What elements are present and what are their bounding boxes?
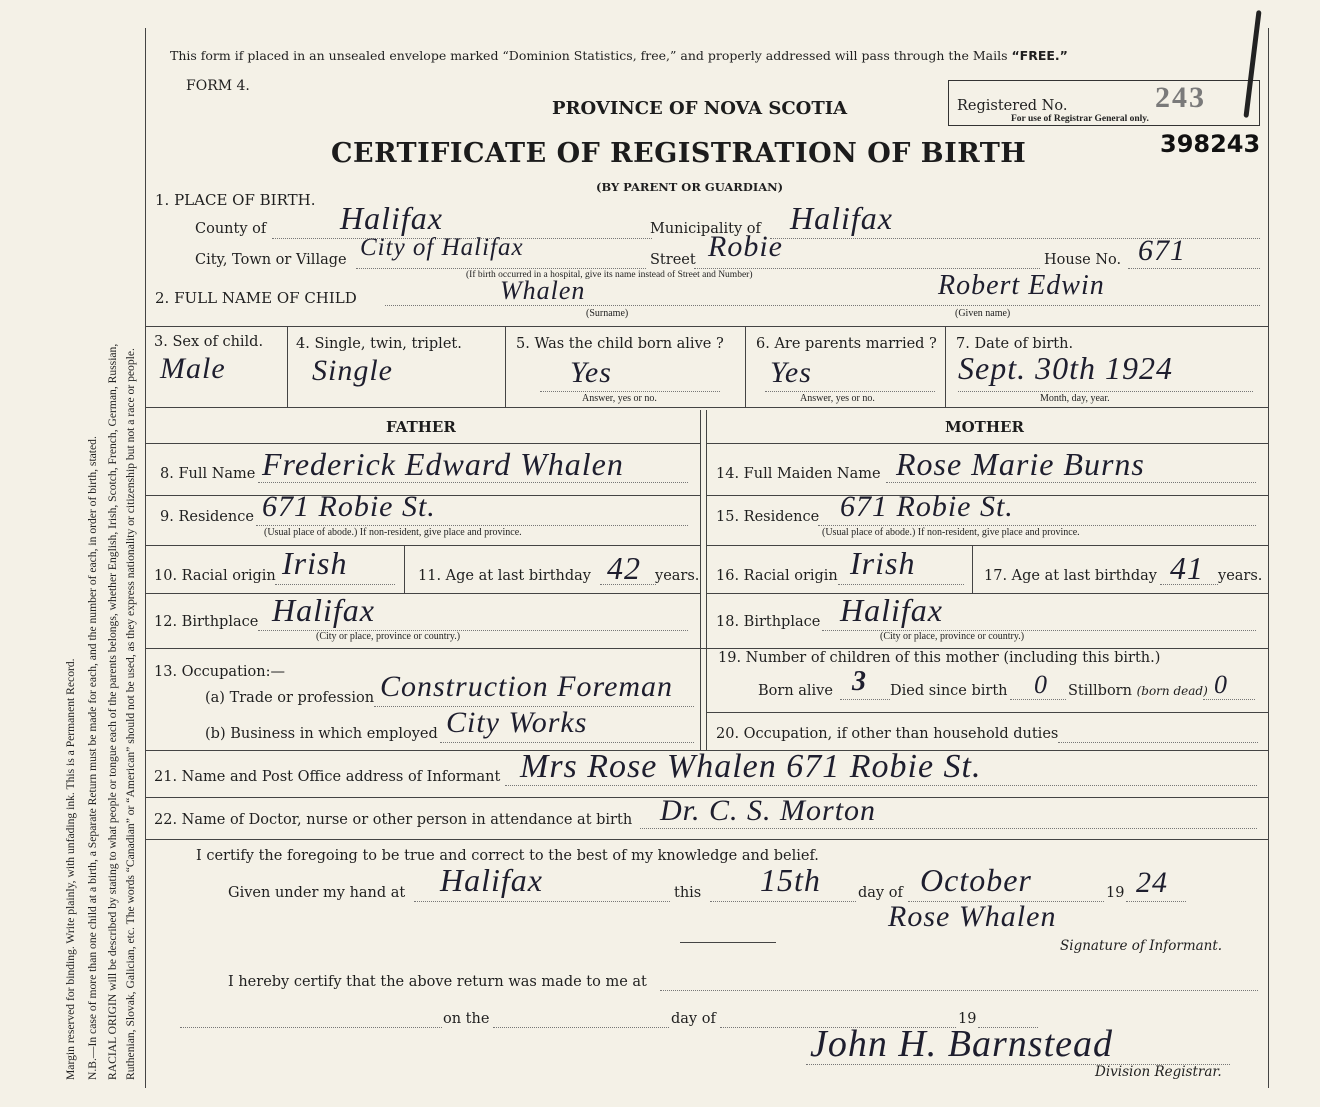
- father-age-label: 11. Age at last birthday: [418, 568, 591, 584]
- mother-birthplace-label: 18. Birthplace: [716, 614, 821, 630]
- father-age-suffix: years.: [655, 568, 700, 584]
- margin-note-racial-origin: RACIAL ORIGIN will be described by stating to what people or tongue each of the parents belongs, whether English, Irish, Scotch, French, German, Russian,: [106, 343, 119, 1080]
- registrar-statement: I hereby certify that the above return was made to me at: [228, 974, 647, 990]
- father-birthplace-caption: (City or place, province or country.): [316, 631, 461, 642]
- mother-children-label: 19. Number of children of this mother (including this birth.): [718, 650, 1161, 666]
- mail-notice-text: This form if placed in an unsealed envelope marked “Dominion Statistics, free,” and properly addressed will pass through the Mails: [170, 48, 1012, 63]
- divider-father-racial: [145, 593, 700, 594]
- stamp-number: 398243: [1160, 130, 1261, 158]
- father-heading: FATHER: [386, 418, 456, 436]
- informant-signature-caption: Signature of Informant.: [1060, 938, 1223, 954]
- city-value: City of Halifax: [360, 234, 524, 261]
- mail-notice: [170, 48, 1068, 63]
- mother-name-value: Rose Marie Burns: [896, 446, 1145, 482]
- divider-father-age: [404, 545, 405, 593]
- father-residence-value: 671 Robie St.: [262, 490, 436, 523]
- father-residence-caption: (Usual place of abode.) If non-resident, give place and province.: [264, 527, 522, 538]
- died-since-birth-label: Died since birth: [890, 683, 1008, 699]
- father-birthplace-value: Halifax: [272, 592, 375, 628]
- mother-residence-value: 671 Robie St.: [840, 490, 1014, 523]
- parents-married-caption: Answer, yes or no.: [800, 393, 875, 404]
- born-alive-value: Yes: [570, 356, 612, 389]
- margin-note-multiple-births: N.B.—In case of more than one child at a birth, a Separate Return must be made for each, and the number of each, in order of birth, stated.: [86, 436, 99, 1080]
- city-line: [356, 268, 646, 269]
- day-of-label: day of: [858, 885, 903, 901]
- registrar-on-the-label: on the: [443, 1011, 490, 1027]
- given-under-hand-label: Given under my hand at: [228, 885, 406, 901]
- registrar-caption: Division Registrar.: [1095, 1064, 1222, 1080]
- county-value: Halifax: [340, 200, 443, 236]
- date-of-birth-line: [958, 391, 1253, 392]
- city-label: City, Town or Village: [195, 252, 347, 268]
- divider-plurality: [505, 326, 506, 407]
- mother-occupation-label: 20. Occupation, if other than household duties: [716, 726, 1059, 742]
- hospital-note: (If birth occurred in a hospital, give its name instead of Street and Number): [466, 270, 753, 280]
- child-surname-value: Whalen: [500, 276, 586, 305]
- father-business-label: (b) Business in which employed: [205, 726, 438, 742]
- born-alive-count-line: [840, 699, 890, 700]
- mother-racial-origin-value: Irish: [850, 545, 916, 581]
- divider-alive: [745, 326, 746, 407]
- province-heading: PROVINCE OF NOVA SCOTIA: [552, 98, 848, 119]
- mother-racial-origin-label: 16. Racial origin: [716, 568, 838, 584]
- stillborn-label: [1068, 683, 1208, 699]
- date-of-birth-label: 7. Date of birth.: [956, 336, 1074, 352]
- sex-value: Male: [160, 352, 226, 385]
- father-business-line: [440, 742, 694, 743]
- registered-number-box: [948, 80, 1260, 126]
- father-racial-origin-line: [275, 584, 395, 585]
- registrar-year-prefix: 19: [958, 1011, 977, 1027]
- house-number-label: House No.: [1044, 252, 1122, 268]
- child-given-name-caption: (Given name): [955, 308, 1011, 319]
- divider-father-heading: [145, 443, 700, 444]
- father-age-value: 42: [607, 550, 641, 586]
- registrar-place-line: [660, 990, 1258, 991]
- father-trade-value: Construction Foreman: [380, 670, 674, 703]
- registrar-day-line: [493, 1027, 669, 1028]
- frame-right-border: [1268, 28, 1269, 1088]
- registrar-prefix-line: [180, 1027, 442, 1028]
- father-name-value: Frederick Edward Whalen: [262, 446, 624, 482]
- doctor-value: Dr. C. S. Morton: [660, 794, 877, 827]
- died-since-birth-value: 0: [1034, 670, 1048, 699]
- divider-married: [945, 326, 946, 407]
- day-value: 15th: [760, 862, 821, 898]
- certification-statement: I certify the foregoing to be true and correct to the best of my knowledge and belief.: [196, 848, 819, 864]
- year-line: [1126, 901, 1186, 902]
- month-value: October: [920, 862, 1032, 898]
- divider-mother-age: [972, 545, 973, 593]
- place-of-birth-label: 1. PLACE OF BIRTH.: [155, 191, 316, 209]
- certificate-title: CERTIFICATE OF REGISTRATION OF BIRTH: [331, 138, 1027, 169]
- this-label: this: [674, 885, 702, 901]
- divider-birthplace: [145, 648, 1268, 649]
- father-business-value: City Works: [446, 706, 588, 739]
- stillborn-label-text: Stillborn: [1068, 683, 1132, 699]
- municipality-value: Halifax: [790, 200, 893, 236]
- divider-mother-heading: [706, 443, 1268, 444]
- child-name-label: 2. FULL NAME OF CHILD: [155, 289, 357, 307]
- divider-mother-racial: [706, 593, 1268, 594]
- father-residence-line: [256, 525, 688, 526]
- year-value: 24: [1136, 866, 1168, 899]
- divider-sex: [287, 326, 288, 407]
- child-surname-caption: (Surname): [586, 308, 629, 319]
- born-alive-line: [540, 391, 720, 392]
- father-racial-origin-value: Irish: [282, 545, 348, 581]
- father-residence-label: 9. Residence: [160, 509, 254, 525]
- registrar-day-of-label: day of: [671, 1011, 716, 1027]
- margin-note-racial-origin-cont: Ruthenian, Slovak, Galician, etc. The words “Canadian” or “American” should not be used, as they express nationality or citizenship but not a race or people.: [124, 348, 137, 1080]
- margin-note-binding: Margin reserved for binding. Write plainly, with unfading ink. This is a Permanent Record.: [64, 658, 77, 1080]
- mother-residence-line: [818, 525, 1256, 526]
- mother-racial-origin-line: [838, 584, 964, 585]
- county-label: County of: [195, 221, 267, 237]
- house-number-value: 671: [1138, 234, 1186, 267]
- parents-married-label: 6. Are parents married ?: [756, 336, 937, 352]
- mother-birthplace-value: Halifax: [840, 592, 943, 628]
- registrar-general-note: For use of Registrar General only.: [1011, 114, 1149, 124]
- mother-age-label: 17. Age at last birthday: [984, 568, 1157, 584]
- divider-father-mother-a: [700, 410, 701, 750]
- mail-notice-free: “FREE.”: [1011, 48, 1068, 63]
- registered-number-value: 243: [1155, 81, 1206, 114]
- mother-age-suffix: years.: [1218, 568, 1263, 584]
- plurality-value: Single: [312, 354, 393, 387]
- informant-value: Mrs Rose Whalen 671 Robie St.: [520, 748, 982, 785]
- informant-signature: Rose Whalen: [888, 900, 1057, 933]
- mother-residence-caption: (Usual place of abode.) If non-resident, give place and province.: [822, 527, 1080, 538]
- street-label: Street: [650, 252, 696, 268]
- street-value: Robie: [708, 230, 783, 263]
- divider-row-details-bottom: [145, 407, 1268, 408]
- divider-doctor-bottom: [145, 839, 1268, 840]
- divider-row-details-top: [145, 326, 1268, 327]
- sex-label: 3. Sex of child.: [154, 334, 264, 350]
- born-alive-count-value: 3: [852, 666, 867, 697]
- doctor-label: 22. Name of Doctor, nurse or other person in attendance at birth: [154, 812, 633, 828]
- mother-age-value: 41: [1170, 550, 1204, 586]
- given-place-value: Halifax: [440, 862, 543, 898]
- child-given-name-value: Robert Edwin: [938, 270, 1105, 301]
- given-place-line: [414, 901, 670, 902]
- divider-father-mother-b: [706, 410, 707, 750]
- day-line: [710, 901, 856, 902]
- doctor-line: [640, 828, 1257, 829]
- divider-father-residence: [145, 545, 700, 546]
- stillborn-note: (born dead): [1136, 684, 1208, 698]
- form-number: FORM 4.: [186, 78, 250, 94]
- divider-mother-children: [706, 712, 1268, 713]
- street-line: [694, 268, 1040, 269]
- date-of-birth-caption: Month, day, year.: [1040, 393, 1110, 404]
- born-alive-caption: Answer, yes or no.: [582, 393, 657, 404]
- mother-name-label: 14. Full Maiden Name: [716, 466, 881, 482]
- born-alive-label: 5. Was the child born alive ?: [516, 336, 724, 352]
- mother-residence-label: 15. Residence: [716, 509, 820, 525]
- father-birthplace-label: 12. Birthplace: [154, 614, 259, 630]
- year-prefix: 19: [1106, 885, 1125, 901]
- stillborn-line: [1203, 699, 1255, 700]
- plurality-label: 4. Single, twin, triplet.: [296, 336, 462, 352]
- father-trade-label: (a) Trade or profession: [205, 690, 375, 706]
- short-rule: [680, 942, 776, 943]
- mother-birthplace-caption: (City or place, province or country.): [880, 631, 1025, 642]
- date-of-birth-value: Sept. 30th 1924: [958, 350, 1173, 386]
- mother-heading: MOTHER: [945, 418, 1024, 436]
- parents-married-line: [765, 391, 935, 392]
- frame-left-border: [145, 28, 146, 1088]
- municipality-label: Municipality of: [650, 221, 761, 237]
- mother-occupation-line: [1058, 742, 1258, 743]
- father-occupation-label: 13. Occupation:—: [154, 664, 285, 680]
- registrar-signature: John H. Barnstead: [810, 1023, 1114, 1065]
- parents-married-value: Yes: [770, 356, 812, 389]
- municipality-line: [770, 238, 1260, 239]
- registered-number-label: Registered No.: [957, 98, 1068, 114]
- born-alive-count-label: Born alive: [758, 683, 833, 699]
- house-number-line: [1128, 268, 1260, 269]
- informant-label: 21. Name and Post Office address of Informant: [154, 769, 501, 785]
- certificate-subtitle: (BY PARENT OR GUARDIAN): [596, 180, 784, 194]
- father-racial-origin-label: 10. Racial origin: [154, 568, 276, 584]
- stillborn-value: 0: [1214, 670, 1228, 699]
- father-name-label: 8. Full Name: [160, 466, 256, 482]
- divider-mother-residence: [706, 545, 1268, 546]
